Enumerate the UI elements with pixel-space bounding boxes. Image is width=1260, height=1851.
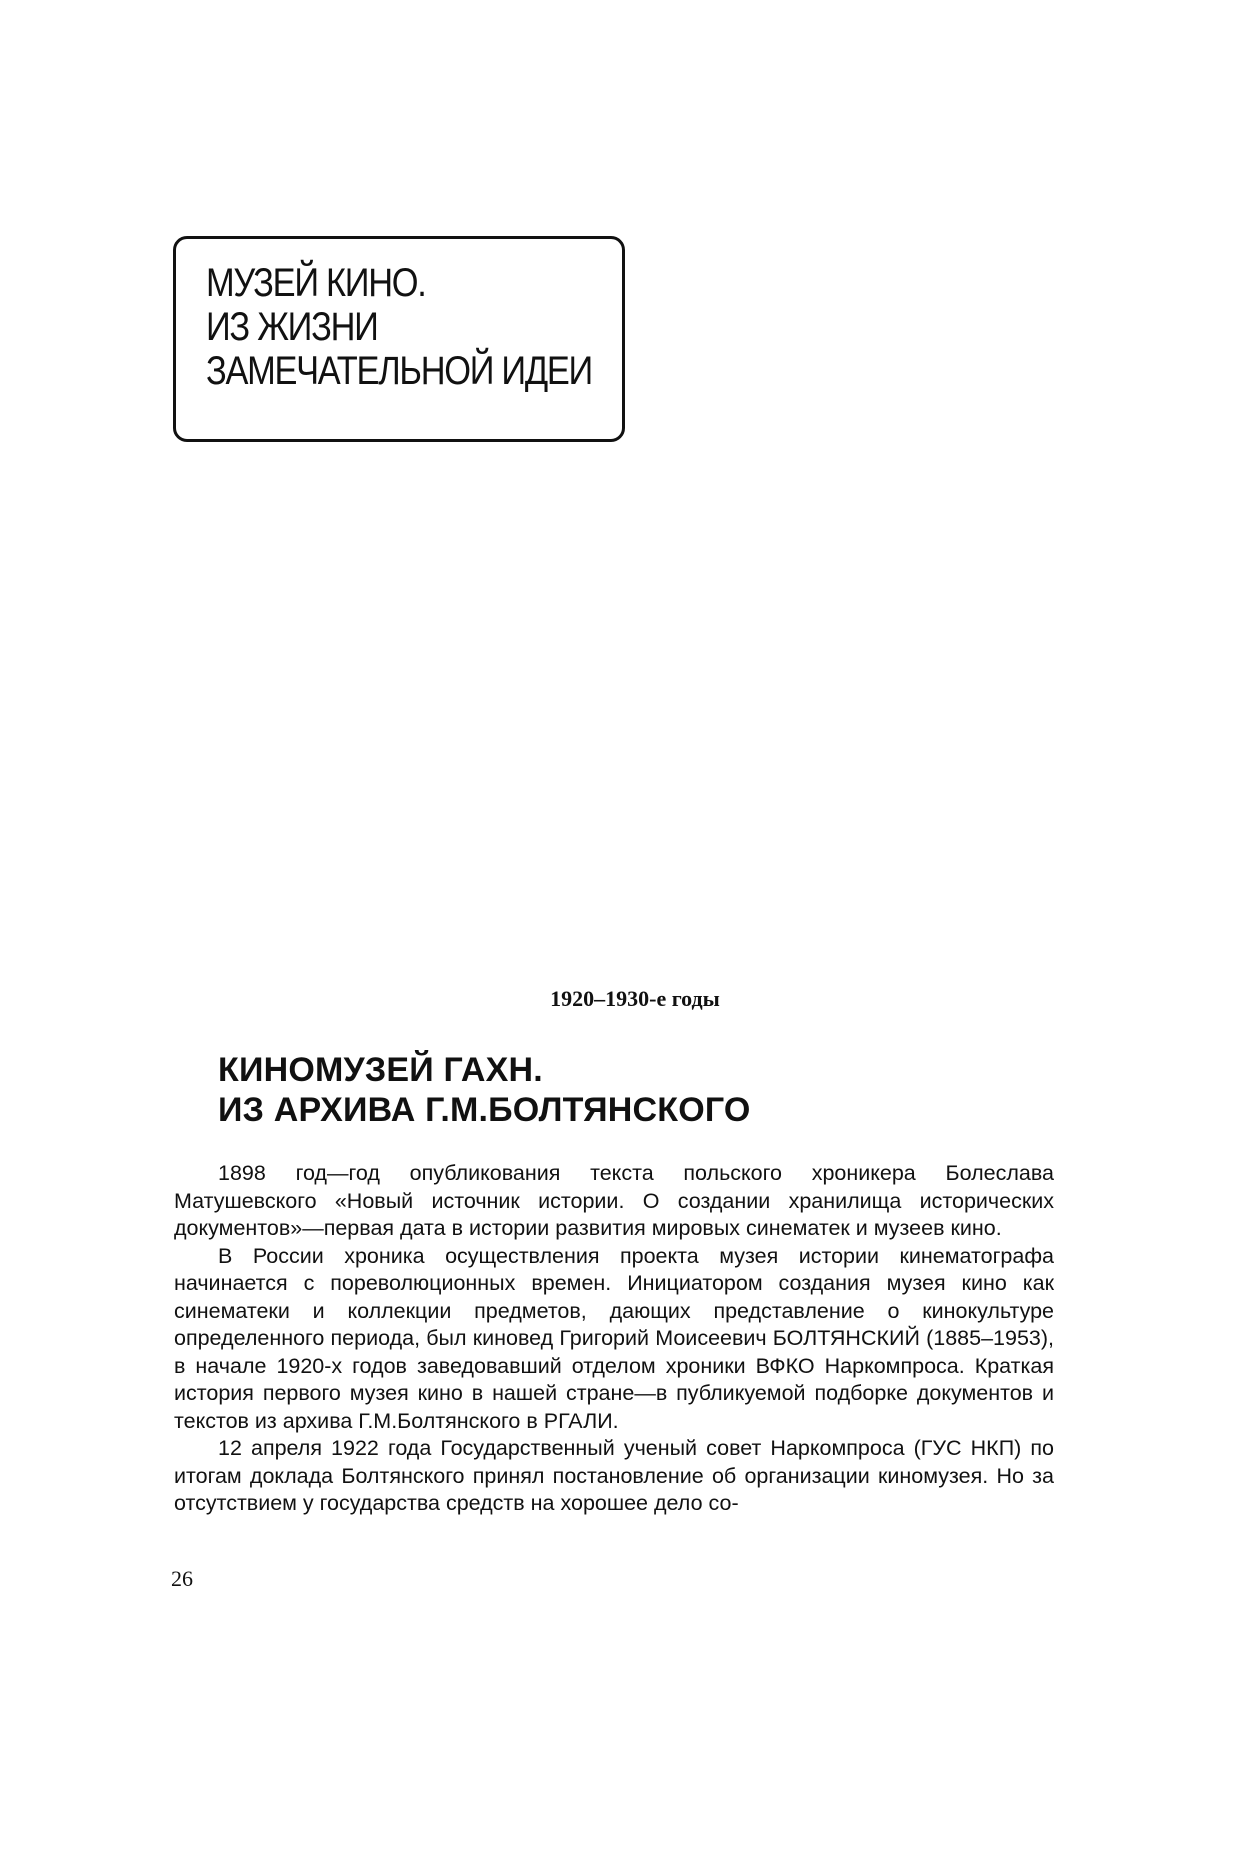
chapter-title-line: ЗАМЕЧАТЕЛЬНОЙ ИДЕИ <box>206 349 592 393</box>
section-label: 1920–1930-е годы <box>550 986 720 1011</box>
article-heading <box>218 1050 751 1130</box>
chapter-title <box>206 261 592 393</box>
chapter-title-line: ИЗ ЖИЗНИ <box>206 305 378 349</box>
article-heading-line: КИНОМУЗЕЙ ГАХН. <box>218 1051 543 1089</box>
chapter-title-box <box>173 236 625 442</box>
article-body <box>174 1160 1054 1518</box>
paragraph: В России хроника осуществления проекта музея истории кинематографа начинается с пореволюционных времен. Инициатором создания музея кино как синематеки и коллекции предметов, дающих представление о кинокультуре определенного периода, был киновед Григорий Моисеевич БОЛТЯНСКИЙ (1885–1953), в начале 1920-х годов заведовавший отделом хроники ВФКО Наркомпроса. Краткая история первого музея кино в нашей стране—в публикуемой подборке документов и текстов из архива Г.М.Болтянского в РГАЛИ. <box>174 1243 1054 1433</box>
paragraph: 12 апреля 1922 года Государственный ученый совет Наркомпроса (ГУС НКП) по итогам доклада Болтянского принял постановление об организации киномузея. Но за отсутствием у государства средств на хорошее дело со- <box>174 1436 1054 1515</box>
paragraph: 1898 год—год опубликования текста польского хроникера Болеслава Матушевского «Новый источник истории. О создании хранилища исторических документов»—первая дата в истории развития мировых синематек и музеев кино. <box>174 1161 1054 1240</box>
article-heading-line: ИЗ АРХИВА Г.М.БОЛТЯНСКОГО <box>218 1091 751 1129</box>
chapter-title-line: МУЗЕЙ КИНО. <box>206 261 426 305</box>
page-number: 26 <box>171 1566 193 1591</box>
